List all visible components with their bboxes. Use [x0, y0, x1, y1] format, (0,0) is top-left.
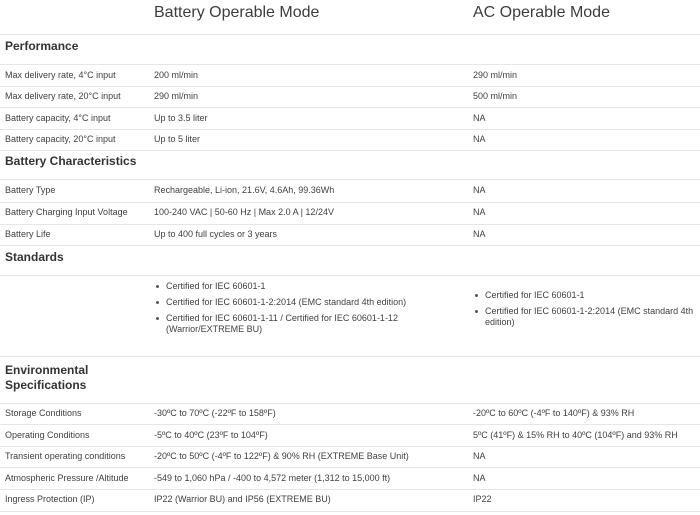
divider: [0, 86, 700, 87]
row-value-ac: NA: [473, 473, 486, 483]
row-value-battery: IP22 (Warrior BU) and IP56 (EXTREME BU): [154, 494, 331, 504]
row-value-battery: 290 ml/min: [154, 91, 199, 101]
divider: [0, 489, 700, 490]
column-header-battery-mode: Battery Operable Mode: [154, 4, 320, 21]
row-label: Operating Conditions: [5, 430, 90, 440]
divider: [0, 511, 700, 512]
divider: [0, 356, 700, 357]
row-label: Ingress Protection (IP): [5, 494, 95, 504]
list-item: Certified for IEC 60601-1: [154, 281, 444, 292]
divider: [0, 446, 700, 447]
row-value-battery: Up to 400 full cycles or 3 years: [154, 229, 278, 239]
divider: [0, 64, 700, 65]
row-label: Atmospheric Pressure /Altitude: [5, 473, 129, 483]
row-label: Max delivery rate, 20°C input: [5, 91, 121, 101]
divider: [0, 179, 700, 180]
standards-list-battery: [154, 281, 444, 340]
divider: [0, 150, 700, 151]
row-value-ac: 5ºC (41ºF) & 15% RH to 40ºC (104ºF) and 93% RH: [473, 430, 678, 440]
row-label: Battery capacity, 20°C input: [5, 134, 116, 144]
row-value-ac: NA: [473, 134, 486, 144]
divider: [0, 245, 700, 246]
standards-list-ac: [473, 290, 698, 333]
row-value-ac: NA: [473, 229, 486, 239]
row-label: Max delivery rate, 4°C input: [5, 70, 116, 80]
row-value-battery: 100-240 VAC | 50-60 Hz | Max 2.0 A | 12/24V: [154, 207, 334, 217]
divider: [0, 202, 700, 203]
row-value-battery: Up to 3.5 liter: [154, 113, 208, 123]
row-value-ac: NA: [473, 207, 486, 217]
row-value-ac: NA: [473, 185, 486, 195]
section-title-environmental-specifications: Environmental Specifications: [5, 363, 89, 392]
divider: [0, 275, 700, 276]
row-value-battery: -30ºC to 70ºC (-22ºF to 158ºF): [154, 408, 276, 418]
list-item: Certified for IEC 60601-1: [473, 290, 698, 301]
row-label: Battery Life: [5, 229, 51, 239]
divider: [0, 224, 700, 225]
row-value-battery: 200 ml/min: [154, 70, 199, 80]
row-value-battery: -20ºC to 50ºC (-4ºF to 122ºF) & 90% RH (EXTREME Base Unit): [154, 451, 409, 461]
row-value-ac: IP22: [473, 494, 492, 504]
row-value-battery: Rechargeable, Li-ion, 21.6V, 4.6Ah, 99.36Wh: [154, 185, 335, 195]
row-value-battery: -5ºC to 40ºC (23ºF to 104ºF): [154, 430, 268, 440]
divider: [0, 34, 700, 35]
row-label: Battery capacity, 4°C input: [5, 113, 111, 123]
row-value-ac: 500 ml/min: [473, 91, 518, 101]
row-label: Transient operating conditions: [5, 451, 126, 461]
row-value-ac: NA: [473, 451, 486, 461]
list-item: Certified for IEC 60601-1-11 / Certified for IEC 60601-1-12 (Warrior/EXTREME BU): [154, 313, 444, 335]
row-value-battery: Up to 5 liter: [154, 134, 201, 144]
divider: [0, 403, 700, 404]
divider: [0, 424, 700, 425]
row-value-ac: NA: [473, 113, 486, 123]
row-value-ac: -20ºC to 60ºC (-4ºF to 140ºF) & 93% RH: [473, 408, 635, 418]
section-title-standards: Standards: [5, 250, 64, 264]
row-label: Storage Conditions: [5, 408, 82, 418]
divider: [0, 129, 700, 130]
section-title-battery-characteristics: Battery Characteristics: [5, 154, 137, 168]
row-label: Battery Type: [5, 185, 56, 195]
row-label: Battery Charging Input Voltage: [5, 207, 128, 217]
divider: [0, 107, 700, 108]
divider: [0, 467, 700, 468]
list-item: Certified for IEC 60601-1-2:2014 (EMC standard 4th edition): [473, 306, 698, 328]
column-header-ac-mode: AC Operable Mode: [473, 4, 610, 21]
row-value-battery: -549 to 1,060 hPa / -400 to 4,572 meter (1,312 to 15,000 ft): [154, 473, 391, 483]
section-title-performance: Performance: [5, 39, 79, 53]
list-item: Certified for IEC 60601-1-2:2014 (EMC standard 4th edition): [154, 297, 444, 308]
row-value-ac: 290 ml/min: [473, 70, 518, 80]
